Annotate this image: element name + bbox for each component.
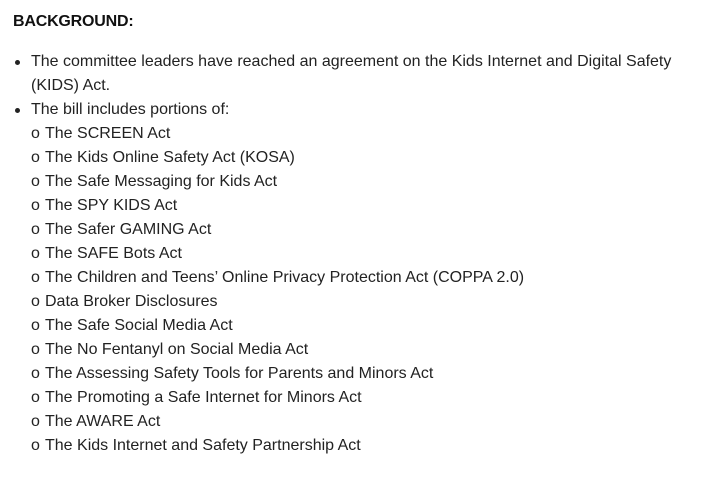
sub-list-item [31,410,697,434]
sub-marker: o [31,317,40,334]
sub-item-text: The SPY KIDS Act [45,197,178,214]
sub-item-text: The SCREEN Act [45,125,171,142]
sub-item-text: The Promoting a Safe Internet for Minors Act [45,389,362,406]
sub-marker: o [31,173,40,190]
sub-item-text: The Safer GAMING Act [45,221,212,238]
bullet-item [0,98,707,458]
sub-list-item [31,362,697,386]
sub-list-item [31,290,697,314]
bullet-dot-icon [15,60,20,65]
sub-list-item [31,194,697,218]
sub-item-text: The No Fentanyl on Social Media Act [45,341,309,358]
sub-list-item [31,170,697,194]
sub-marker: o [31,413,40,430]
sub-item-text: The Safe Social Media Act [45,317,233,334]
sub-list-item [31,122,697,146]
bullet-item [0,50,707,98]
sub-marker: o [31,149,40,166]
sub-marker: o [31,293,40,310]
sub-marker: o [31,245,40,262]
sub-item-text: The Kids Online Safety Act (KOSA) [45,149,295,166]
sub-marker: o [31,437,40,454]
sub-item-text: The Safe Messaging for Kids Act [45,173,278,190]
bullet-list [0,50,707,458]
sub-marker: o [31,197,40,214]
bullet-dot-icon [15,108,20,113]
sub-item-text: The Kids Internet and Safety Partnership Act [45,437,361,454]
sub-marker: o [31,365,40,382]
sub-list-item [31,386,697,410]
sub-list-item [31,146,697,170]
sub-list-item [31,242,697,266]
sub-list-item [31,338,697,362]
sub-marker: o [31,269,40,286]
sub-marker: o [31,221,40,238]
sub-marker: o [31,341,40,358]
sub-item-text: The SAFE Bots Act [45,245,182,262]
sub-list-item [31,314,697,338]
sub-item-text: The AWARE Act [45,413,161,430]
sub-item-text: The Children and Teens’ Online Privacy Protection Act (COPPA 2.0) [45,269,525,286]
sub-marker: o [31,389,40,406]
section-heading: BACKGROUND: [13,13,134,30]
bullet-text: The bill includes portions of: [31,101,230,118]
sub-list-item [31,266,697,290]
sub-item-text: The Assessing Safety Tools for Parents and Minors Act [45,365,434,382]
sub-list-item [31,434,697,458]
bullet-text: The committee leaders have reached an agreement on the Kids Internet and Digital Safety (KIDS) Act. [31,53,672,94]
sub-marker: o [31,125,40,142]
sub-list-item [31,218,697,242]
sub-item-text: Data Broker Disclosures [45,293,218,310]
sub-list [31,122,697,458]
